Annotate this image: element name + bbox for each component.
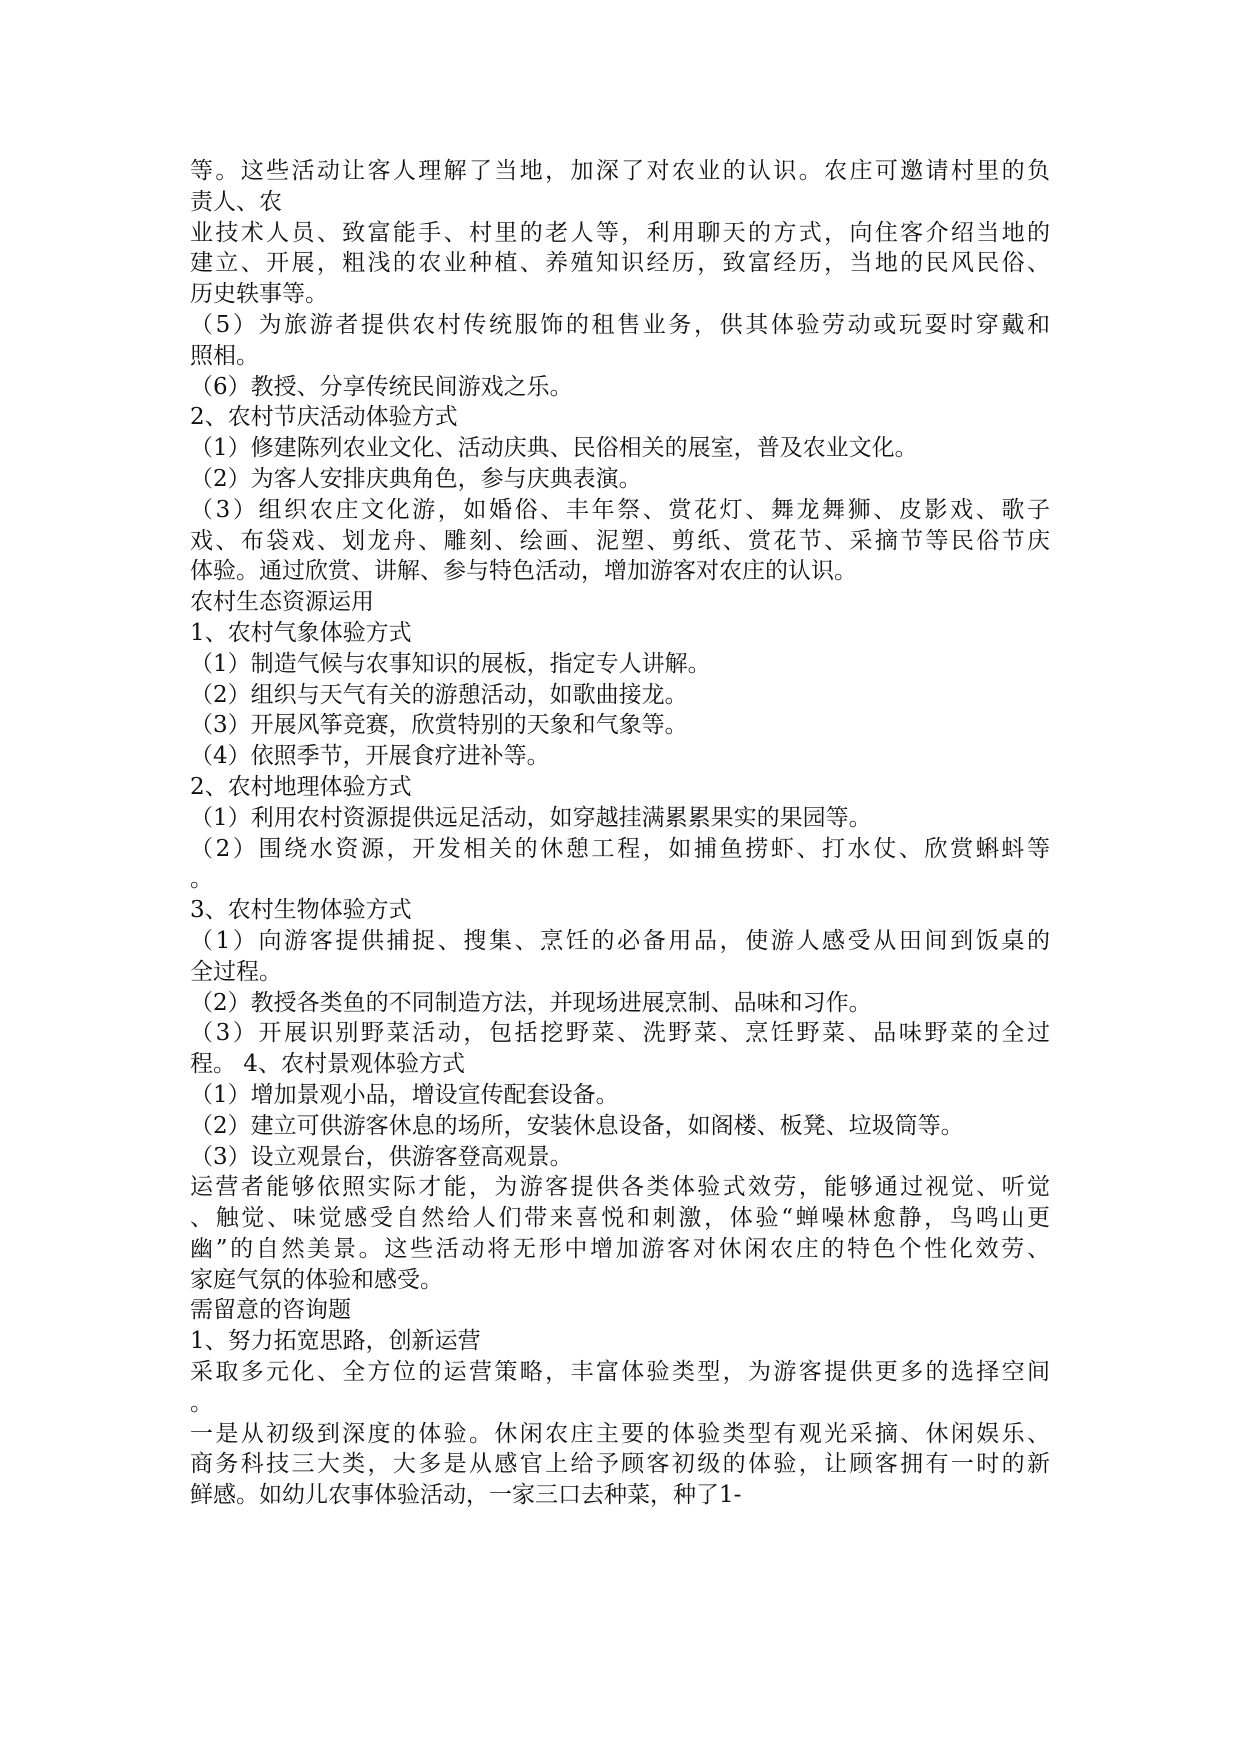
text-line: 。 — [190, 1389, 213, 1416]
text-line: 体验。通过欣赏、讲解、参与特色活动，增加游客对农庄的认识。 — [190, 558, 857, 585]
text-line: （1）向游客提供捕捉、搜集、烹饪的必备用品，使游人感受从田间到饭桌的 — [190, 927, 1050, 954]
text-line: 。 — [190, 866, 213, 893]
text-line: 鲜感。如幼儿农事体验活动，一家三口去种菜，种了1- — [190, 1482, 742, 1509]
text-line: 商务科技三大类，大多是从感官上给予顾客初级的体验，让顾客拥有一时的新 — [190, 1451, 1050, 1478]
text-line: （2）建立可供游客休息的场所，安装休息设备，如阁楼、板凳、垃圾筒等。 — [190, 1112, 964, 1139]
text-line: 幽”的自然美景。这些活动将无形中增加游客对休闲农庄的特色个性化效劳、 — [190, 1235, 1050, 1262]
document-page — [190, 156, 1050, 1511]
text-line: （2）围绕水资源，开发相关的休憩工程，如捕鱼捞虾、打水仗、欣赏蝌蚪等 — [190, 835, 1050, 862]
text-line: 一是从初级到深度的体验。休闲农庄主要的体验类型有观光采摘、休闲娱乐、 — [190, 1420, 1050, 1447]
text-line: （2）为客人安排庆典角色，参与庆典表演。 — [190, 465, 642, 492]
text-line: 2、农村地理体验方式 — [190, 773, 412, 800]
text-line: 3、农村生物体验方式 — [190, 897, 412, 924]
text-line: （6）教授、分享传统民间游戏之乐。 — [190, 373, 573, 400]
text-line: 1、农村气象体验方式 — [190, 619, 412, 646]
text-line: （3）组织农庄文化游，如婚俗、丰年祭、赏花灯、舞龙舞狮、皮影戏、歌子 — [190, 496, 1050, 523]
text-line: 农村生态资源运用 — [190, 589, 374, 616]
text-line: （1）增加景观小品，增设宣传配套设备。 — [190, 1081, 619, 1108]
text-line: 、触觉、味觉感受自然给人们带来喜悦和刺激，体验“蝉噪林愈静，鸟鸣山更 — [190, 1205, 1050, 1232]
text-line: 戏、布袋戏、划龙舟、雕刻、绘画、泥塑、剪纸、赏花节、采摘节等民俗节庆 — [190, 527, 1050, 554]
text-line: 运营者能够依照实际才能，为游客提供各类体验式效劳，能够通过视觉、听觉 — [190, 1174, 1050, 1201]
text-line: （1）利用农村资源提供远足活动，如穿越挂满累累果实的果园等。 — [190, 804, 872, 831]
text-line: 照相。 — [190, 342, 259, 369]
text-line: 1、努力拓宽思路，创新运营 — [190, 1328, 481, 1355]
text-line: （1）修建陈列农业文化、活动庆典、民俗相关的展室，普及农业文化。 — [190, 435, 918, 462]
text-line: （1）制造气候与农事知识的展板，指定专人讲解。 — [190, 650, 711, 677]
text-line: （4）依照季节，开展食疗进补等。 — [190, 743, 550, 770]
text-line: 历史轶事等。 — [190, 281, 328, 308]
text-line: 2、农村节庆活动体验方式 — [190, 404, 458, 431]
text-line: 程。 4、农村景观体验方式 — [190, 1051, 465, 1078]
text-line: 需留意的咨询题 — [190, 1297, 351, 1324]
text-line: 责人、农 — [190, 188, 282, 215]
text-line: （3）设立观景台，供游客登高观景。 — [190, 1143, 573, 1170]
text-line: 家庭气氛的体验和感受。 — [190, 1266, 443, 1293]
text-line: 等。这些活动让客人理解了当地，加深了对农业的认识。农庄可邀请村里的负 — [190, 158, 1050, 184]
text-line: 全过程。 — [190, 958, 282, 985]
text-line: （5）为旅游者提供农村传统服饰的租售业务，供其体验劳动或玩耍时穿戴和 — [190, 311, 1050, 338]
text-line: （3）开展风筝竞赛，欣赏特别的天象和气象等。 — [190, 712, 688, 739]
text-line: 建立、开展，粗浅的农业种植、养殖知识经历，致富经历，当地的民风民俗、 — [190, 250, 1050, 277]
text-line: （2）组织与天气有关的游憩活动，如歌曲接龙。 — [190, 681, 688, 708]
text-line: 业技术人员、致富能手、村里的老人等，利用聊天的方式，向住客介绍当地的 — [190, 219, 1050, 246]
text-line: （3）开展识别野菜活动，包括挖野菜、洗野菜、烹饪野菜、品味野菜的全过 — [190, 1020, 1050, 1047]
text-line: 采取多元化、全方位的运营策略，丰富体验类型，为游客提供更多的选择空间 — [190, 1359, 1050, 1386]
text-line: （2）教授各类鱼的不同制造方法，并现场进展烹制、品味和习作。 — [190, 989, 872, 1016]
